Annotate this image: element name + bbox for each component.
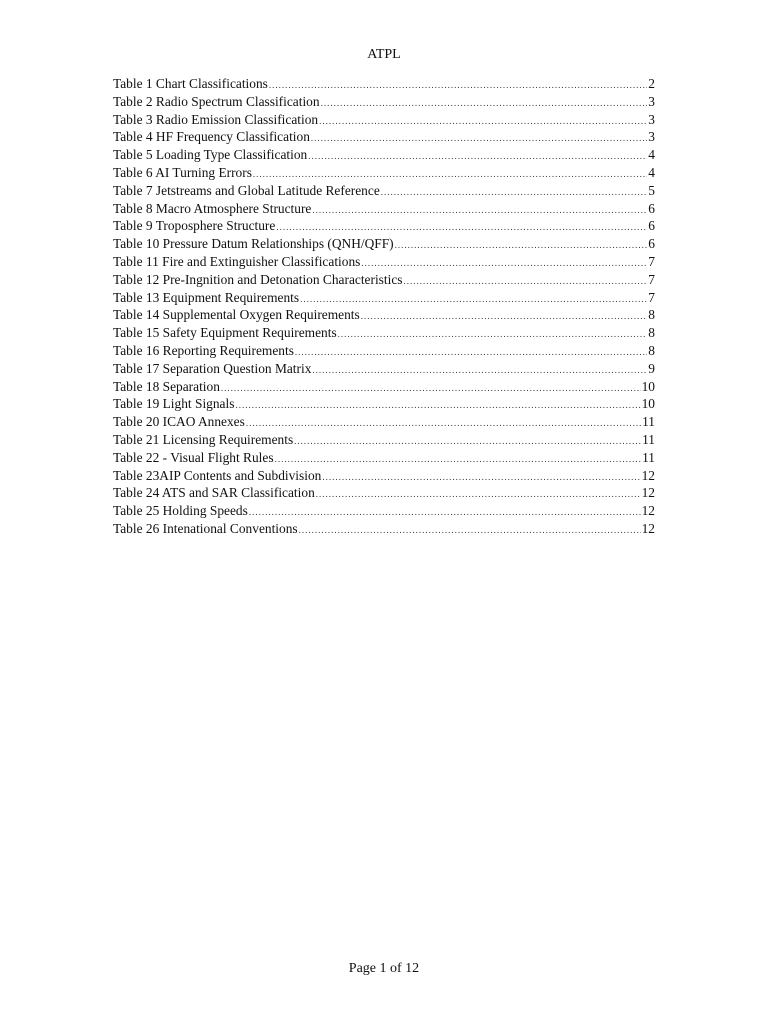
toc-dot-leader bbox=[321, 95, 648, 113]
toc-entry-title: Table 13 Equipment Requirements bbox=[113, 289, 300, 305]
toc-entry-page-number: 8 bbox=[648, 342, 655, 358]
toc-entry[interactable] bbox=[113, 146, 655, 164]
toc-entry-title: Table 26 Intenational Conventions bbox=[113, 520, 298, 536]
toc-dot-leader bbox=[269, 77, 647, 95]
toc-entry-title: Table 17 Separation Question Matrix bbox=[113, 360, 312, 376]
toc-entry-page-number: 6 bbox=[648, 200, 655, 216]
page-header-title: ATPL bbox=[367, 47, 401, 62]
toc-entry[interactable] bbox=[113, 520, 655, 538]
toc-entry-title: Table 19 Light Signals bbox=[113, 396, 235, 412]
toc-entry[interactable] bbox=[113, 484, 655, 502]
toc-entry-page-number: 7 bbox=[648, 289, 655, 305]
toc-dot-leader bbox=[338, 326, 648, 344]
toc-dot-leader bbox=[295, 344, 647, 362]
toc-entry[interactable] bbox=[113, 449, 655, 467]
toc-entry-page-number: 7 bbox=[648, 253, 655, 269]
toc-entry-page-number: 3 bbox=[648, 111, 655, 127]
toc-dot-leader bbox=[316, 486, 641, 504]
toc-dot-leader bbox=[249, 504, 641, 522]
toc-dot-leader bbox=[361, 308, 648, 326]
toc-entry[interactable] bbox=[113, 306, 655, 324]
toc-entry-title: Table 14 Supplemental Oxygen Requirements bbox=[113, 307, 360, 323]
toc-entry-page-number: 9 bbox=[648, 360, 655, 376]
toc-dot-leader bbox=[294, 433, 641, 451]
toc-entry-title: Table 24 ATS and SAR Classification bbox=[113, 485, 315, 501]
toc-entry[interactable] bbox=[113, 289, 655, 307]
toc-entry-title: Table 7 Jetstreams and Global Latitude Reference bbox=[113, 182, 380, 198]
toc-dot-leader bbox=[361, 255, 647, 273]
toc-entry[interactable] bbox=[113, 360, 655, 378]
table-of-contents bbox=[113, 75, 655, 538]
toc-dot-leader bbox=[311, 130, 647, 148]
toc-entry-title: Table 22 - Visual Flight Rules bbox=[113, 449, 274, 465]
toc-entry[interactable] bbox=[113, 271, 655, 289]
toc-entry-title: Table 3 Radio Emission Classification bbox=[113, 111, 319, 127]
toc-entry-title: Table 20 ICAO Annexes bbox=[113, 414, 245, 430]
toc-entry-page-number: 12 bbox=[641, 467, 655, 483]
toc-entry-page-number: 12 bbox=[641, 503, 655, 519]
toc-entry[interactable] bbox=[113, 253, 655, 271]
toc-entry-page-number: 4 bbox=[648, 147, 655, 163]
toc-entry-page-number: 10 bbox=[641, 396, 655, 412]
toc-entry-title: Table 6 AI Turning Errors bbox=[113, 164, 252, 180]
toc-entry-title: Table 2 Radio Spectrum Classification bbox=[113, 93, 320, 109]
toc-dot-leader bbox=[235, 397, 640, 415]
toc-entry-page-number: 12 bbox=[641, 520, 655, 536]
toc-entry[interactable] bbox=[113, 182, 655, 200]
toc-entry[interactable] bbox=[113, 164, 655, 182]
toc-dot-leader bbox=[319, 113, 647, 131]
toc-entry-title: Table 11 Fire and Extinguisher Classifications bbox=[113, 253, 361, 269]
toc-entry-page-number: 7 bbox=[648, 271, 655, 287]
toc-entry[interactable] bbox=[113, 342, 655, 360]
toc-entry-page-number: 2 bbox=[648, 76, 655, 91]
toc-entry-page-number: 11 bbox=[642, 431, 655, 447]
toc-entry-title: Table 4 HF Frequency Classification bbox=[113, 129, 310, 145]
toc-entry-title: Table 21 Licensing Requirements bbox=[113, 431, 294, 447]
toc-entry-title: Table 16 Reporting Requirements bbox=[113, 342, 294, 358]
toc-dot-leader bbox=[322, 469, 640, 487]
toc-dot-leader bbox=[312, 202, 647, 220]
toc-entry-title: Table 18 Separation bbox=[113, 378, 220, 394]
toc-entry[interactable] bbox=[113, 93, 655, 111]
toc-entry[interactable] bbox=[113, 324, 655, 342]
toc-entry-page-number: 3 bbox=[648, 93, 655, 109]
toc-entry-page-number: 5 bbox=[648, 182, 655, 198]
toc-dot-leader bbox=[381, 184, 648, 202]
toc-entry[interactable] bbox=[113, 235, 655, 253]
toc-dot-leader bbox=[395, 237, 648, 255]
toc-entry[interactable] bbox=[113, 431, 655, 449]
toc-entry[interactable] bbox=[113, 413, 655, 431]
toc-entry-title: Table 12 Pre-Ingnition and Detonation Characteristics bbox=[113, 271, 403, 287]
toc-entry[interactable] bbox=[113, 378, 655, 396]
toc-entry-title: Table 15 Safety Equipment Requirements bbox=[113, 325, 337, 341]
toc-dot-leader bbox=[299, 522, 641, 540]
toc-dot-leader bbox=[221, 380, 641, 398]
toc-entry-page-number: 8 bbox=[648, 325, 655, 341]
toc-entry[interactable] bbox=[113, 502, 655, 520]
toc-entry-title: Table 23AIP Contents and Subdivision bbox=[113, 467, 322, 483]
toc-entry-page-number: 12 bbox=[641, 485, 655, 501]
toc-dot-leader bbox=[246, 415, 641, 433]
toc-entry[interactable] bbox=[113, 128, 655, 146]
toc-entry-title: Table 9 Troposphere Structure bbox=[113, 218, 276, 234]
toc-entry[interactable] bbox=[113, 467, 655, 485]
toc-entry-page-number: 11 bbox=[642, 414, 655, 430]
toc-entry[interactable] bbox=[113, 395, 655, 413]
toc-dot-leader bbox=[275, 451, 642, 469]
toc-entry-title: Table 8 Macro Atmosphere Structure bbox=[113, 200, 312, 216]
toc-entry-page-number: 8 bbox=[648, 307, 655, 323]
toc-entry-page-number: 11 bbox=[642, 449, 655, 465]
toc-entry[interactable] bbox=[113, 200, 655, 218]
toc-entry[interactable] bbox=[113, 217, 655, 235]
toc-entry-page-number: 4 bbox=[648, 164, 655, 180]
toc-entry-page-number: 6 bbox=[648, 236, 655, 252]
page-footer-number: Page 1 of 12 bbox=[348, 961, 420, 976]
toc-dot-leader bbox=[403, 273, 647, 291]
toc-entry-page-number: 3 bbox=[648, 129, 655, 145]
toc-entry[interactable] bbox=[113, 111, 655, 129]
toc-entry-title: Table 10 Pressure Datum Relationships (QNH/QFF) bbox=[113, 236, 394, 252]
toc-entry-page-number: 10 bbox=[641, 378, 655, 394]
toc-entry-title: Table 25 Holding Speeds bbox=[113, 503, 248, 519]
toc-dot-leader bbox=[312, 362, 647, 380]
toc-entry-page-number: 6 bbox=[648, 218, 655, 234]
toc-dot-leader bbox=[308, 148, 647, 166]
toc-entry[interactable] bbox=[113, 75, 655, 93]
toc-entry-title: Table 1 Chart Classifications bbox=[113, 76, 268, 91]
toc-entry-title: Table 5 Loading Type Classification bbox=[113, 147, 308, 163]
